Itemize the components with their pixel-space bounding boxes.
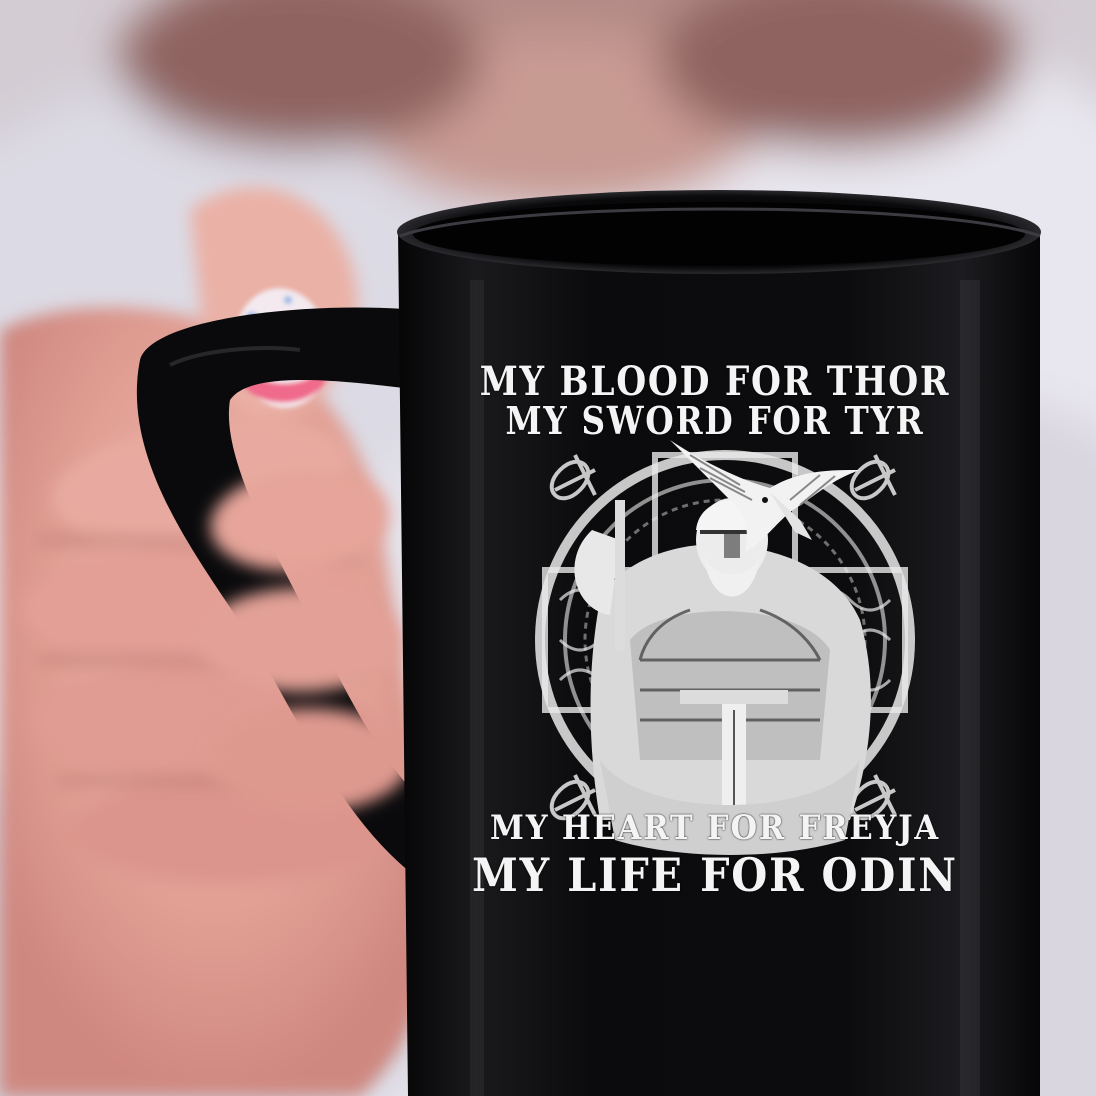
print-line-4: MY LIFE FOR ODIN xyxy=(472,848,958,902)
print-line-2: MY SWORD FOR TYR xyxy=(505,398,925,443)
print-line-1: MY BLOOD FOR THOR xyxy=(479,358,951,405)
print-line-3: MY HEART FOR FREYJA xyxy=(490,808,940,848)
